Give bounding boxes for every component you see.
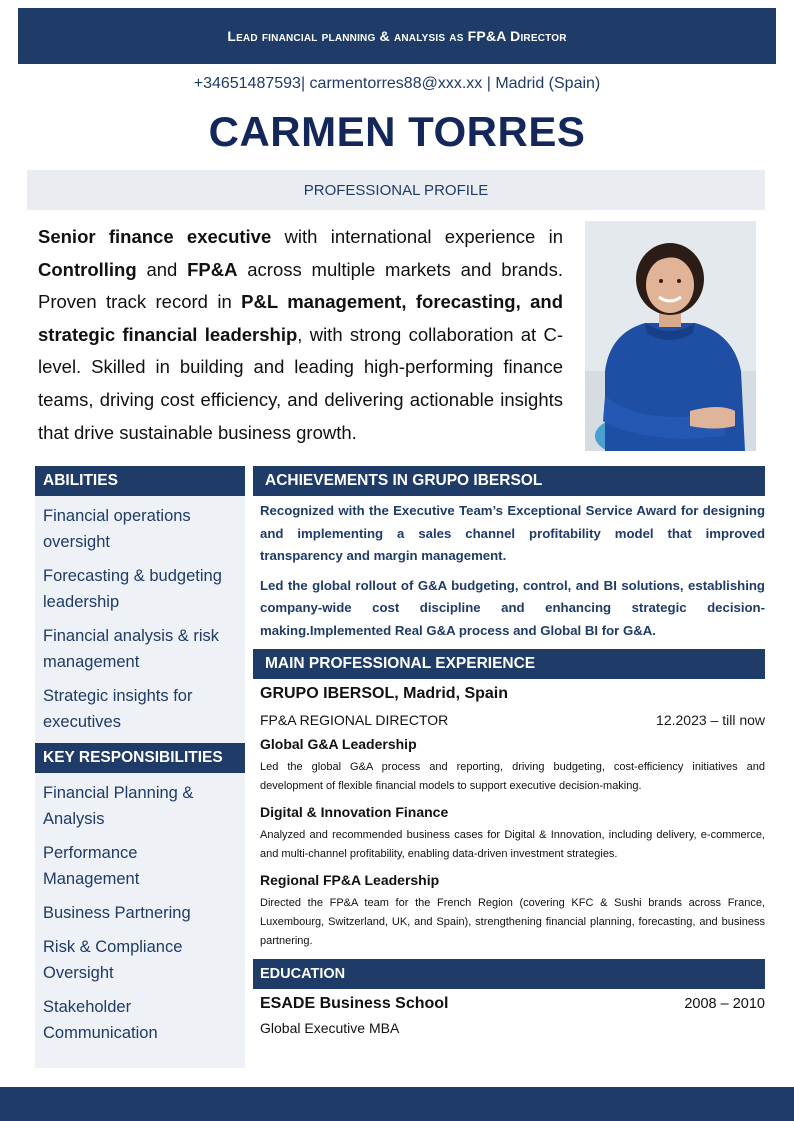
education-entry — [253, 989, 765, 1036]
responsibility-item: Performance Management — [43, 844, 140, 888]
job-title: FP&A REGIONAL DIRECTOR — [260, 712, 449, 728]
footer-bar — [0, 1087, 794, 1121]
responsibilities-list — [35, 773, 245, 1046]
candidate-name: CARMEN TORRES — [208, 108, 586, 155]
profile-text-segment: and — [136, 258, 188, 280]
left-sidebar — [35, 466, 245, 1068]
ability-item: Strategic insights for executives — [43, 687, 193, 731]
responsibility-item: Stakeholder Communication — [43, 998, 158, 1042]
profile-heading: PROFESSIONAL PROFILE — [303, 181, 489, 199]
education-row — [260, 995, 765, 1013]
experience-description: Directed the FP&A team for the French Region (covering KFC & Sushi brands across France, Luxembourg, Switzerland, UK, and Spain), strengthening financial planning, forecasting, and business partnering. — [260, 897, 765, 947]
headline-banner — [18, 8, 776, 64]
achievement-item: Recognized with the Executive Team’s Exceptional Service Award for designing and implementing a sales channel profitability model that improved transparency and margin management. — [260, 503, 765, 563]
ability-item: Forecasting & budgeting leadership — [43, 567, 222, 611]
achievements-list — [253, 496, 765, 642]
education-years: 2008 – 2010 — [684, 996, 765, 1012]
achievements-heading: ACHIEVEMENTS IN GRUPO IBERSOL — [253, 466, 765, 496]
profile-photo — [585, 221, 756, 451]
profile-highlight: FP&A — [187, 258, 238, 280]
achievement-item: Led the global rollout of G&A budgeting, control, and BI solutions, establishing company-wide cost discipline and enhancing strategic decision-making.Implemented Real G&A process and Global BI for G&A. — [260, 577, 765, 638]
experience-entry — [253, 679, 765, 951]
portrait-illustration — [585, 221, 756, 451]
experience-subheading: Digital & Innovation Finance — [260, 804, 449, 820]
abilities-list — [35, 496, 245, 735]
profile-highlight: Controlling — [38, 258, 137, 280]
profile-text-segment: , with strong collaboration at C-level. Skilled in building and leading high-performing finance teams, driving cost efficiency, and delivering actionable insights that drive sustainable business growth. — [38, 323, 564, 443]
profile-text-segment: across multiple markets and brands. Proven track record in — [38, 258, 563, 313]
main-column — [253, 466, 765, 1036]
role-row — [260, 712, 765, 728]
contact-line: +34651487593| carmentorres88@xxx.xx | Madrid (Spain) — [193, 75, 601, 92]
responsibilities-heading: KEY RESPONSIBILITIES — [35, 743, 245, 773]
ability-item: Financial operations oversight — [43, 507, 191, 551]
ability-item: Financial analysis & risk management — [43, 627, 220, 671]
responsibility-item: Risk & Compliance Oversight — [43, 938, 183, 982]
school-name: ESADE Business School — [260, 995, 449, 1012]
experience-heading: MAIN PROFESSIONAL EXPERIENCE — [253, 649, 765, 679]
profile-summary — [38, 221, 563, 449]
profile-highlight: P&L management, forecasting, and strategic financial leadership — [38, 291, 563, 345]
headline-text: Lead financial planning & analysis as FP&A Director — [227, 28, 567, 44]
job-dates: 12.2023 – till now — [656, 712, 765, 728]
education-heading: EDUCATION — [253, 959, 765, 989]
experience-description: Led the global G&A process and reporting, driving budgeting, cost-efficiency initiatives and development of flexible financial models to support executive decision-making. — [260, 761, 765, 792]
experience-subheading: Regional FP&A Leadership — [260, 872, 440, 888]
experience-subheading: Global G&A Leadership — [260, 736, 417, 752]
experience-description: Analyzed and recommended business cases for Digital & Innovation, including delivery, e-commerce, and multi-channel profitability, enabling data-driven investment strategies. — [260, 829, 765, 860]
responsibility-item: Business Partnering — [43, 904, 191, 922]
profile-highlight: Senior finance executive — [38, 226, 272, 247]
company-name: GRUPO IBERSOL, Madrid, Spain — [260, 685, 509, 702]
responsibility-item: Financial Planning & Analysis — [43, 784, 194, 828]
profile-heading-bar — [27, 170, 765, 210]
profile-text-segment: with international experience in — [271, 226, 563, 247]
degree-name: Global Executive MBA — [260, 1020, 400, 1036]
abilities-heading: ABILITIES — [35, 466, 245, 496]
